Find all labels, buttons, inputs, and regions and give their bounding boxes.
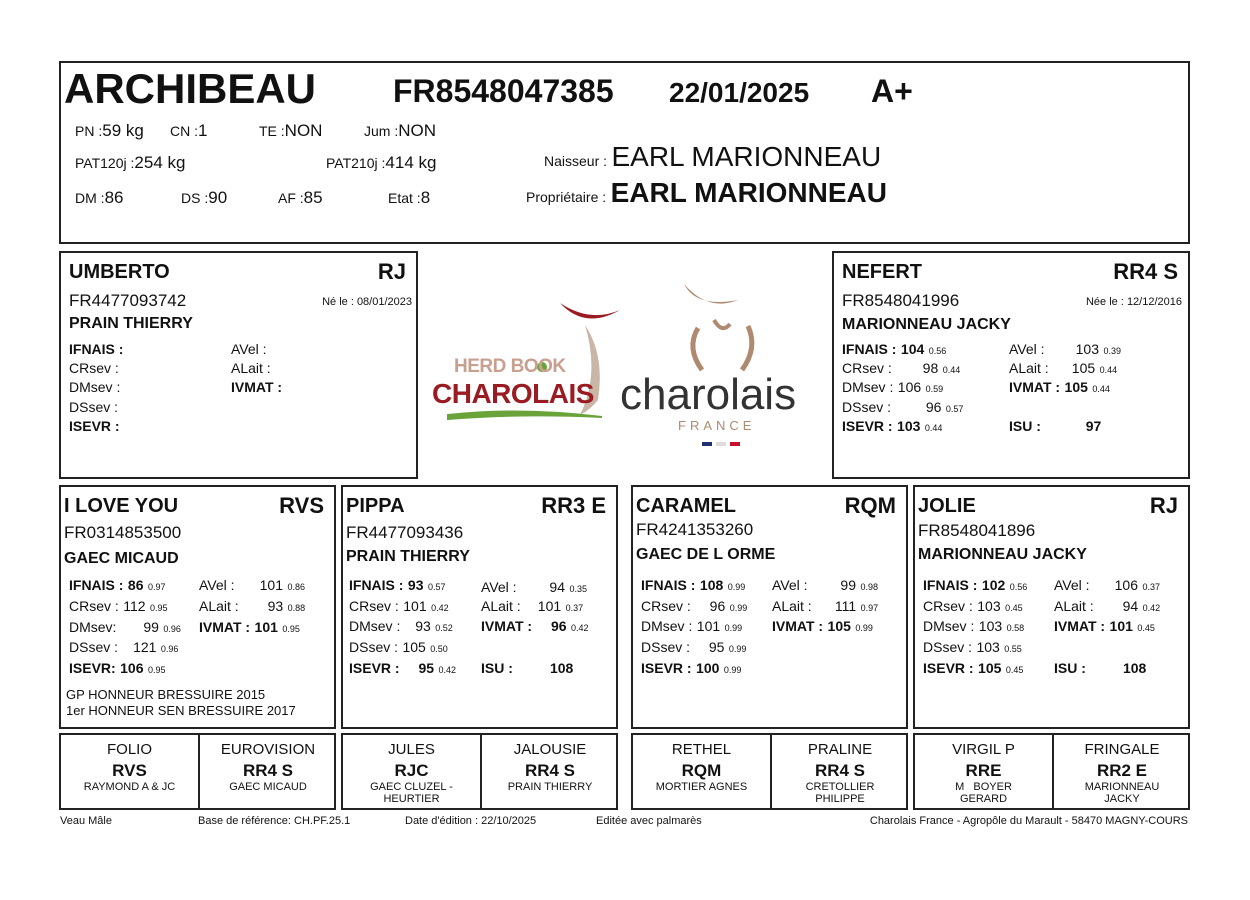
greatgrand-name: JALOUSIE	[513, 741, 587, 758]
greatgrand-cell	[61, 735, 198, 808]
greatgrand-owner: PRAIN THIERRY	[507, 781, 593, 793]
g4-owner: MARIONNEAU JACKY	[918, 546, 1087, 563]
greatgrand-code: RR4 S	[814, 761, 866, 780]
sire-born: Né le : 08/01/2023	[322, 296, 412, 308]
g2-grade: RR3 E	[541, 493, 606, 518]
greatgrand-pair-2	[341, 733, 618, 810]
footer-base: Base de référence: CH.PF.25.1	[198, 815, 351, 827]
dam-box	[832, 251, 1190, 479]
jum-field: Jum :NON	[364, 121, 437, 140]
g2-isevr: ISEVR : 95 0.42	[349, 660, 457, 676]
g1-grade: RVS	[279, 493, 324, 518]
greatgrand-cell	[200, 735, 336, 808]
g3-dssev: DSsev : 95 0.99	[641, 639, 747, 655]
af-field: AF :85	[278, 188, 323, 207]
grandparent-box-1	[59, 485, 336, 729]
sire-dssev-label: DSsev :	[69, 399, 119, 415]
greatgrand-code: RR2 E	[1096, 761, 1148, 780]
g1-dmsev: DMsev: 99 0.96	[69, 619, 181, 635]
charolais-word: charolais	[620, 370, 797, 419]
g3-grade: RQM	[844, 493, 896, 518]
herdbook-logo	[430, 295, 620, 425]
dam-ivmat: IVMAT : 105 0.44	[1009, 379, 1110, 395]
greatgrand-code: RJC	[394, 761, 429, 780]
greatgrand-cell	[482, 735, 618, 808]
main-animal-box	[59, 61, 1190, 244]
g1-alait: ALait : 93 0.88	[199, 598, 306, 614]
g2-alait: ALait : 101 0.37	[481, 598, 584, 614]
g3-owner: GAEC DE L ORME	[636, 546, 776, 563]
g4-dmsev: DMsev : 103 0.58	[923, 618, 1025, 634]
greatgrand-owner: CRETOLLIER PHILIPPE	[805, 781, 875, 805]
greatgrand-name: FOLIO	[106, 741, 152, 758]
dam-name: NEFERT	[842, 261, 922, 283]
dam-dssev: DSsev : 96 0.57	[842, 399, 964, 415]
g3-ifnais: IFNAIS : 108 0.99	[641, 577, 746, 593]
sire-name: UMBERTO	[69, 261, 170, 283]
g1-crsev: CRsev : 112 0.95	[69, 598, 168, 614]
greatgrand-cell	[633, 735, 770, 808]
greatgrand-cell	[772, 735, 908, 808]
sire-avel-label: AVel :	[231, 341, 267, 357]
g1-dssev: DSsev : 121 0.96	[69, 639, 179, 655]
dam-grade: RR4 S	[1113, 259, 1178, 284]
greatgrand-code: RQM	[681, 761, 722, 780]
footer-type: Veau Mâle	[60, 815, 112, 827]
greatgrand-owner: GAEC CLUZEL - HEURTIER	[370, 781, 453, 805]
greatgrand-cell	[1054, 735, 1190, 808]
greatgrand-code: RR4 S	[242, 761, 294, 780]
g4-crsev: CRsev : 103 0.45	[923, 598, 1023, 614]
greatgrand-cell	[343, 735, 480, 808]
sire-alait-label: ALait :	[231, 360, 271, 376]
dam-avel: AVel : 103 0.39	[1009, 341, 1121, 357]
g4-alait: ALait : 94 0.42	[1054, 598, 1161, 614]
g4-id: FR8548041896	[918, 521, 1036, 540]
g4-grade: RJ	[1149, 493, 1178, 518]
g1-ifnais: IFNAIS : 86 0.97	[69, 577, 166, 593]
cn-field: CN :1	[170, 121, 208, 140]
g1-palmares-1: GP HONNEUR BRESSUIRE 2015	[66, 687, 266, 702]
g4-name: JOLIE	[918, 495, 976, 517]
dam-crsev: CRsev : 98 0.44	[842, 360, 961, 376]
greatgrand-owner: MORTIER AGNES	[655, 781, 748, 793]
animal-name: ARCHIBEAU	[64, 65, 316, 112]
g4-isevr: ISEVR : 105 0.45	[923, 660, 1024, 676]
greatgrand-pair-3	[631, 733, 908, 810]
animal-grade: A+	[871, 73, 913, 109]
etat-field: Etat :8	[388, 188, 431, 207]
grandparent-box-2	[341, 485, 618, 729]
greatgrand-name: PRALINE	[807, 741, 873, 758]
dam-id: FR8548041996	[842, 291, 960, 310]
greatgrand-name: FRINGALE	[1084, 741, 1160, 758]
dam-alait: ALait : 105 0.44	[1009, 360, 1118, 376]
footer-edition: Date d'édition : 22/10/2025	[405, 815, 537, 827]
sire-isevr-label: ISEVR :	[69, 418, 120, 434]
g1-owner: GAEC MICAUD	[64, 550, 179, 567]
g2-avel: AVel : 94 0.35	[481, 579, 587, 595]
g3-alait: ALait : 111 0.97	[772, 598, 879, 614]
dam-isevr: ISEVR : 103 0.44	[842, 418, 943, 434]
greatgrand-owner: GAEC MICAUD	[229, 781, 307, 793]
greatgrand-code: RRE	[965, 761, 1002, 780]
greatgrand-name: JULES	[388, 741, 435, 758]
g2-ifnais: IFNAIS : 93 0.57	[349, 577, 446, 593]
g3-name: CARAMEL	[636, 495, 736, 517]
herdbook-line1: HERD BOOK	[454, 356, 566, 377]
g4-avel: AVel : 106 0.37	[1054, 577, 1160, 593]
g4-ifnais: IFNAIS : 102 0.56	[923, 577, 1028, 593]
g2-isu: ISU : 108	[481, 660, 574, 676]
te-field: TE :NON	[259, 121, 323, 140]
greatgrand-name: RETHEL	[671, 741, 732, 758]
sire-owner: PRAIN THIERRY	[69, 315, 193, 332]
footer-palmares: Editée avec palmarès	[596, 815, 702, 827]
dm-field: DM :86	[75, 188, 124, 207]
g1-avel: AVel : 101 0.86	[199, 577, 305, 593]
proprietaire-field: Propriétaire : EARL MARIONNEAU	[526, 177, 887, 208]
g1-name: I LOVE YOU	[64, 495, 179, 517]
dam-ifnais: IFNAIS : 104 0.56	[842, 341, 947, 357]
g2-ivmat: IVMAT : 96 0.42	[481, 618, 589, 634]
animal-id: FR8548047385	[393, 73, 614, 109]
greatgrand-owner: RAYMOND A & JC	[83, 781, 176, 793]
dam-isu: ISU : 97	[1009, 418, 1102, 434]
g2-id: FR4477093436	[346, 523, 464, 542]
france-word: FRANCE	[678, 418, 756, 433]
sire-crsev-label: CRsev :	[69, 360, 119, 376]
sire-grade: RJ	[377, 259, 406, 284]
g1-ivmat: IVMAT : 101 0.95	[199, 619, 300, 635]
g4-dssev: DSsev : 103 0.55	[923, 639, 1022, 655]
g1-id: FR0314853500	[64, 523, 182, 542]
greatgrand-cell	[915, 735, 1052, 808]
footer-address: Charolais France - Agropôle du Marault - 58470 MAGNY-COURS	[869, 815, 1188, 827]
animal-date: 22/01/2025	[669, 77, 810, 108]
g3-dmsev: DMsev : 101 0.99	[641, 618, 743, 634]
herdbook-line2: CHAROLAIS	[432, 378, 594, 409]
g3-isevr: ISEVR : 100 0.99	[641, 660, 742, 676]
g4-ivmat: IVMAT : 101 0.45	[1054, 618, 1155, 634]
greatgrand-name: EUROVISION	[220, 741, 316, 758]
pat210-field: PAT210j :414 kg	[326, 153, 437, 172]
greatgrand-code: RR4 S	[524, 761, 576, 780]
greatgrand-owner: MARIONNEAU JACKY	[1084, 781, 1160, 805]
sire-ifnais-label: IFNAIS :	[69, 341, 124, 357]
sire-box	[59, 251, 418, 479]
dam-born: Née le : 12/12/2016	[1085, 296, 1182, 308]
g3-ivmat: IVMAT : 105 0.99	[772, 618, 873, 634]
g2-owner: PRAIN THIERRY	[346, 548, 470, 565]
greatgrand-code: RVS	[112, 761, 147, 780]
sire-ivmat-label: IVMAT :	[231, 379, 283, 395]
charolais-france-logo	[618, 278, 828, 450]
greatgrand-name: VIRGIL P	[952, 741, 1015, 758]
g1-palmares-2: 1er HONNEUR SEN BRESSUIRE 2017	[66, 703, 296, 718]
grandparent-box-4	[913, 485, 1190, 729]
pat120-field: PAT120j :254 kg	[75, 153, 186, 172]
greatgrand-owner: M BOYER GERARD	[955, 781, 1015, 805]
g3-id: FR4241353260	[636, 520, 754, 539]
sire-id: FR4477093742	[69, 291, 187, 310]
dam-dmsev: DMsev : 106 0.59	[842, 379, 944, 395]
dam-owner: MARIONNEAU JACKY	[842, 316, 1011, 333]
grandparent-box-3	[631, 485, 908, 729]
g2-dssev: DSsev : 105 0.50	[349, 639, 448, 655]
g2-crsev: CRsev : 101 0.42	[349, 598, 449, 614]
greatgrand-pair-4	[913, 733, 1190, 810]
g2-dmsev: DMsev : 93 0.52	[349, 618, 453, 634]
greatgrand-pair-1	[59, 733, 336, 810]
ds-field: DS :90	[181, 188, 228, 207]
pn-field: PN :59 kg	[75, 121, 144, 140]
sire-dmsev-label: DMsev :	[69, 379, 121, 395]
g1-isevr: ISEVR: 106 0.95	[69, 660, 166, 676]
naisseur-field: Naisseur : EARL MARIONNEAU	[544, 141, 882, 172]
g3-crsev: CRsev : 96 0.99	[641, 598, 748, 614]
g4-isu: ISU : 108	[1054, 660, 1147, 676]
g3-avel: AVel : 99 0.98	[772, 577, 878, 593]
g2-name: PIPPA	[346, 495, 405, 517]
